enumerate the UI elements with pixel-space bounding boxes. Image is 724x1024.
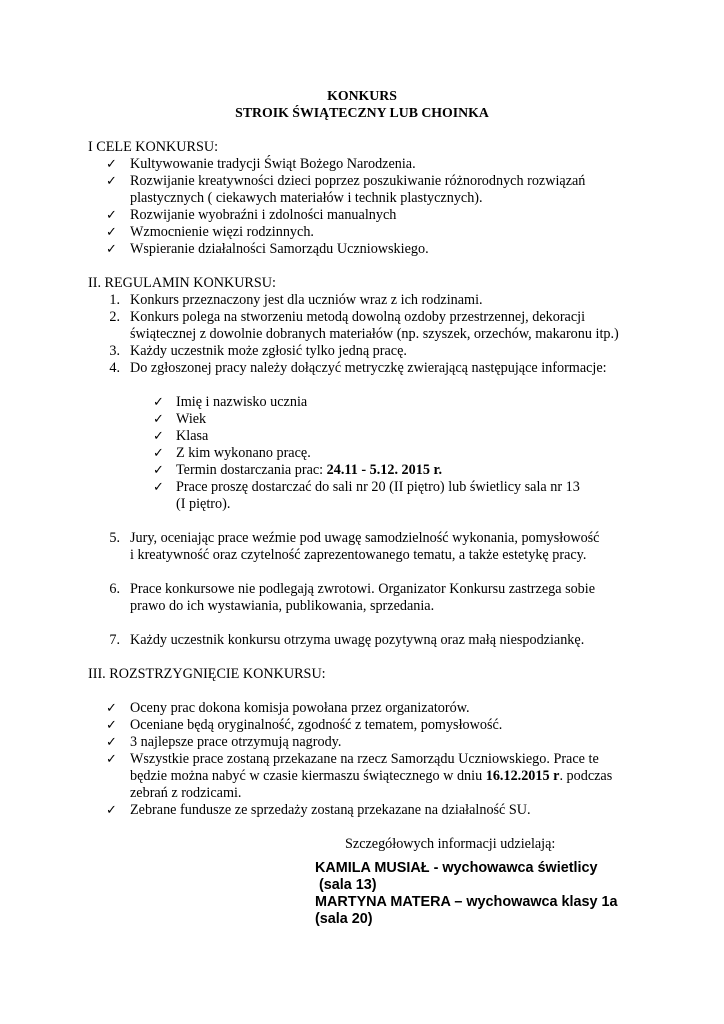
goal-item: Kultywowanie tradycji Świąt Bożego Narodzenia. bbox=[130, 156, 416, 172]
goal-item: Rozwijanie kreatywności dzieci poprzez poszukiwanie różnorodnych rozwiązań bbox=[130, 173, 586, 189]
check-mark-icon: ✓ bbox=[106, 718, 117, 733]
rule-text: Jury, oceniając prace weźmie pod uwagę samodzielność wykonania, pomysłowość bbox=[130, 530, 600, 546]
rule-number: 7. bbox=[109, 632, 120, 648]
resolution-item-continuation bbox=[130, 768, 612, 785]
rules-heading: II. REGULAMIN KONKURSU: bbox=[88, 275, 276, 291]
info-item: Klasa bbox=[176, 428, 209, 444]
contact-line: MARTYNA MATERA – wychowawca klasy 1a bbox=[315, 894, 618, 910]
rule-text: Każdy uczestnik konkursu otrzyma uwagę pozytywną oraz małą niespodziankę. bbox=[130, 632, 585, 648]
info-item: Imię i nazwisko ucznia bbox=[176, 394, 308, 410]
info-item: Z kim wykonano pracę. bbox=[176, 445, 311, 461]
fair-text-end: . podczas bbox=[559, 768, 613, 784]
check-mark-icon: ✓ bbox=[153, 395, 164, 410]
rule-text: Prace konkursowe nie podlegają zwrotowi. Organizator Konkursu zastrzega sobie bbox=[130, 581, 596, 597]
check-mark-icon: ✓ bbox=[106, 225, 117, 240]
delivery-item: Prace proszę dostarczać do sali nr 20 (II piętro) lub świetlicy sala nr 13 bbox=[176, 479, 580, 495]
rule-text: Konkurs przeznaczony jest dla uczniów wraz z ich rodzinami. bbox=[130, 292, 483, 308]
rule-text-continuation: świątecznej z dowolnie dobranych materiałów (np. szyszek, orzechów, makaronu itp.) bbox=[130, 326, 619, 342]
rule-number: 4. bbox=[109, 360, 120, 376]
goal-item-continuation: plastycznych ( ciekawych materiałów i technik plastycznych). bbox=[130, 190, 483, 206]
resolution-heading: III. ROZSTRZYGNIĘCIE KONKURSU: bbox=[88, 666, 326, 682]
fair-date: 16.12.2015 r bbox=[485, 768, 560, 784]
deadline-item bbox=[176, 462, 442, 479]
rule-text: Do zgłoszonej pracy należy dołączyć metryczkę zwierającą następujące informacje: bbox=[130, 360, 607, 376]
document-subtitle: STROIK ŚWIĄTECZNY LUB CHOINKA bbox=[235, 105, 489, 120]
rule-text: Konkurs polega na stworzeniu metodą dowolną ozdoby przestrzennej, dekoracji bbox=[130, 309, 586, 325]
resolution-item: 3 najlepsze prace otrzymują nagrody. bbox=[130, 734, 342, 750]
contact-line: (sala 20) bbox=[315, 911, 373, 927]
check-mark-icon: ✓ bbox=[106, 208, 117, 223]
check-mark-icon: ✓ bbox=[153, 463, 164, 478]
check-mark-icon: ✓ bbox=[106, 174, 117, 189]
resolution-item: Oceniane będą oryginalność, zgodność z tematem, pomysłowość. bbox=[130, 717, 503, 733]
deadline-dates: 24.11 - 5.12. 2015 r. bbox=[326, 462, 443, 478]
fair-text: będzie można nabyć w czasie kiermaszu świątecznego w dniu bbox=[130, 768, 486, 784]
rule-text-continuation: prawo do ich wystawiania, publikowania, sprzedania. bbox=[130, 598, 435, 614]
check-mark-icon: ✓ bbox=[106, 242, 117, 257]
info-item: Wiek bbox=[176, 411, 207, 427]
check-mark-icon: ✓ bbox=[153, 412, 164, 427]
check-mark-icon: ✓ bbox=[153, 429, 164, 444]
resolution-item: Zebrane fundusze ze sprzedaży zostaną przekazane na działalność SU. bbox=[130, 802, 531, 818]
goal-item: Wspieranie działalności Samorządu Uczniowskiego. bbox=[130, 241, 429, 257]
contact-line: (sala 13) bbox=[315, 877, 377, 893]
rule-number: 5. bbox=[109, 530, 120, 546]
check-mark-icon: ✓ bbox=[106, 157, 117, 172]
document-title: KONKURS bbox=[327, 88, 397, 103]
resolution-item: Oceny prac dokona komisja powołana przez organizatorów. bbox=[130, 700, 470, 716]
goal-item: Wzmocnienie więzi rodzinnych. bbox=[130, 224, 314, 240]
check-mark-icon: ✓ bbox=[106, 735, 117, 750]
check-mark-icon: ✓ bbox=[153, 446, 164, 461]
deadline-label: Termin dostarczania prac: bbox=[176, 462, 327, 478]
rule-number: 6. bbox=[109, 581, 120, 597]
goal-item: Rozwijanie wyobraźni i zdolności manualnych bbox=[130, 207, 397, 223]
resolution-item-continuation: zebrań z rodzicami. bbox=[130, 785, 242, 801]
goals-heading: I CELE KONKURSU: bbox=[88, 139, 219, 155]
check-mark-icon: ✓ bbox=[106, 803, 117, 818]
resolution-item: Wszystkie prace zostaną przekazane na rzecz Samorządu Uczniowskiego. Prace te bbox=[130, 751, 599, 767]
rule-number: 2. bbox=[109, 309, 120, 325]
check-mark-icon: ✓ bbox=[153, 480, 164, 495]
check-mark-icon: ✓ bbox=[106, 752, 117, 767]
rule-number: 1. bbox=[109, 292, 120, 308]
delivery-item-continuation: (I piętro). bbox=[176, 496, 231, 512]
rule-text: Każdy uczestnik może zgłosić tylko jedną pracę. bbox=[130, 343, 407, 359]
rule-text-continuation: i kreatywność oraz czytelność zaprezentowanego tematu, a także estetykę pracy. bbox=[130, 547, 587, 563]
contact-line: KAMILA MUSIAŁ - wychowawca świetlicy bbox=[315, 860, 598, 876]
check-mark-icon: ✓ bbox=[106, 701, 117, 716]
rule-number: 3. bbox=[109, 343, 120, 359]
contact-intro: Szczegółowych informacji udzielają: bbox=[345, 836, 556, 852]
